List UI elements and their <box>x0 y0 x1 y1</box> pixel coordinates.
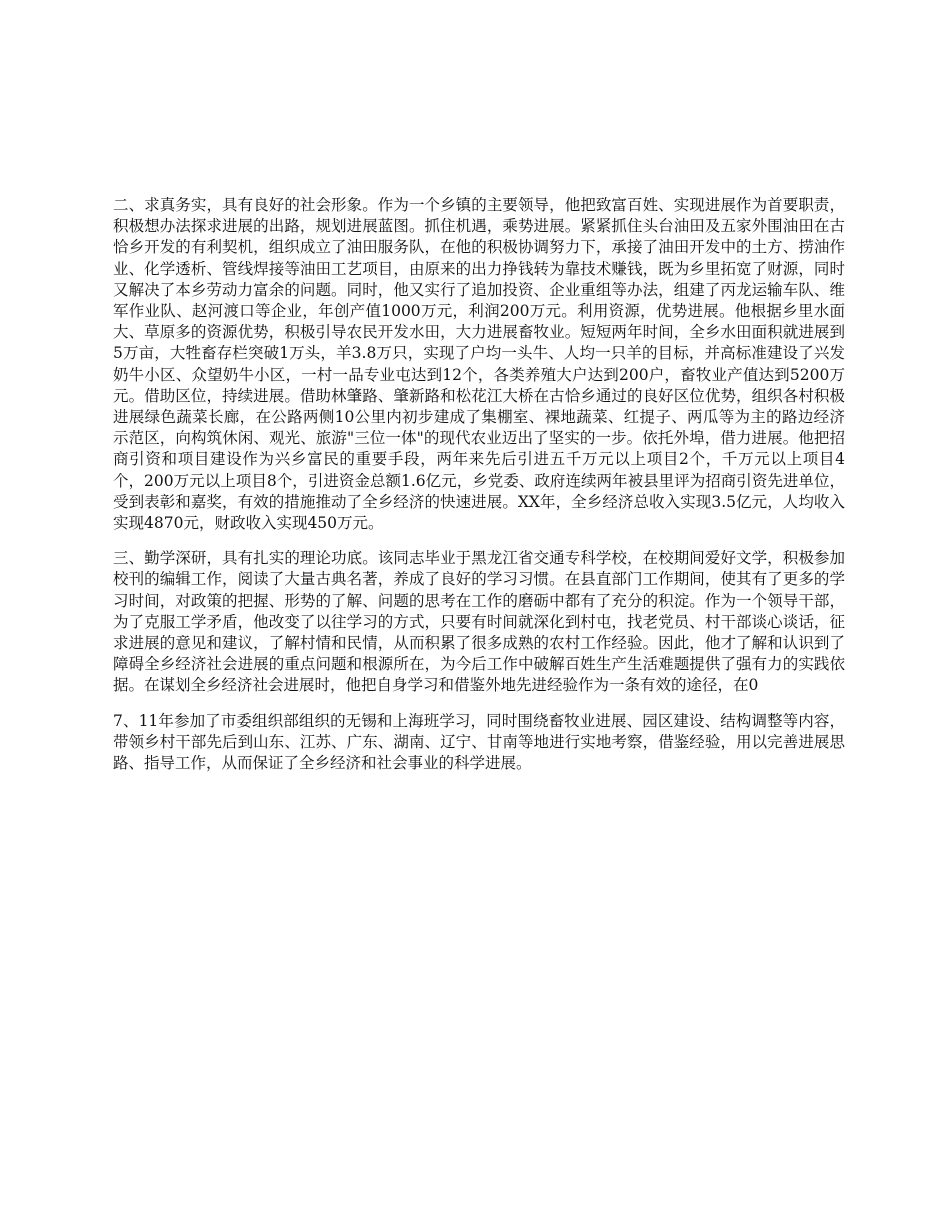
paragraph-study-research: 三、勤学深研，具有扎实的理论功底。该同志毕业于黑龙江省交通专科学校，在校期间爱好文学，积极参加校刊的编辑工作，阅读了大量古典名著，养成了良好的学习习惯。在县直部门工作期间，使其有了更多的学习时间，对政策的把握、形势的了解、问题的思考在工作的磨砺中都有了充分的积淀。作为一个领导干部，为了克服工学矛盾，他改变了以往学习的方式，只要有时间就深化到村屯，找老党员、村干部谈心谈话，征求进展的意见和建议，了解村情和民情，从而积累了很多成熟的农村工作经验。因此，他才了解和认识到了障碍全乡经济社会进展的重点问题和根源所在，为今后工作中破解百姓生产生活难题提供了强有力的实践依据。在谋划全乡经济社会进展时，他把自身学习和借鉴外地先进经验作为一条有效的途径，在0 <box>113 549 845 695</box>
paragraph-social-image: 二、求真务实，具有良好的社会形象。作为一个乡镇的主要领导，他把致富百姓、实现进展作为首要职责，积极想办法探求进展的出路，规划进展蓝图。抓住机遇，乘势进展。紧紧抓住头台油田及五家外围油田在古恰乡开发的有利契机，组织成立了油田服务队，在他的积极协调努力下，承接了油田开发中的土方、捞油作业、化学透析、管线焊接等油田工艺项目，由原来的出力挣钱转为靠技术赚钱，既为乡里拓宽了财源，同时又解决了本乡劳动力富余的问题。同时，他又实行了追加投资、企业重组等办法，组建了丙龙运输车队、维军作业队、赵河渡口等企业，年创产值1000万元，利润200万元。利用资源，优势进展。他根据乡里水面大、草原多的资源优势，积极引导农民开发水田，大力进展畜牧业。短短两年时间，全乡水田面积就进展到5万亩，大牲畜存栏突破1万头，羊3.8万只，实现了户均一头牛、人均一只羊的目标，并高标准建设了兴发奶牛小区、众望奶牛小区，一村一品专业屯达到12个，各类养殖大户达到200户，畜牧业产值达到5200万元。借助区位，持续进展。借助林肇路、肇新路和松花江大桥在古恰乡通过的良好区位优势，组织各村积极进展绿色蔬菜长廊，在公路两侧10公里内初步建成了集棚室、裸地蔬菜、红提子、两瓜等为主的路边经济示范区，向构筑休闲、观光、旅游"三位一体"的现代农业迈出了坚实的一步。依托外埠，借力进展。他把招商引资和项目建设作为兴乡富民的重要手段，两年来先后引进五千万元以上项目2个，千万元以上项目4个，200万元以上项目8个，引进资金总额1.6亿元，乡党委、政府连续两年被县里评为招商引资先进单位，受到表彰和嘉奖，有效的措施推动了全乡经济的快速进展。XX年，全乡经济总收入实现3.5亿元，人均收入实现4870元，财政收入实现450万元。 <box>113 196 845 533</box>
paragraph-field-study: 7、11年参加了市委组织部组织的无锡和上海班学习，同时围绕畜牧业进展、园区建设、结构调整等内容，带领乡村干部先后到山东、江苏、广东、湖南、辽宁、甘南等地进行实地考察，借鉴经验，用以完善进展思路、指导工作，从而保证了全乡经济和社会事业的科学进展。 <box>113 711 845 773</box>
document-body <box>113 195 845 788</box>
